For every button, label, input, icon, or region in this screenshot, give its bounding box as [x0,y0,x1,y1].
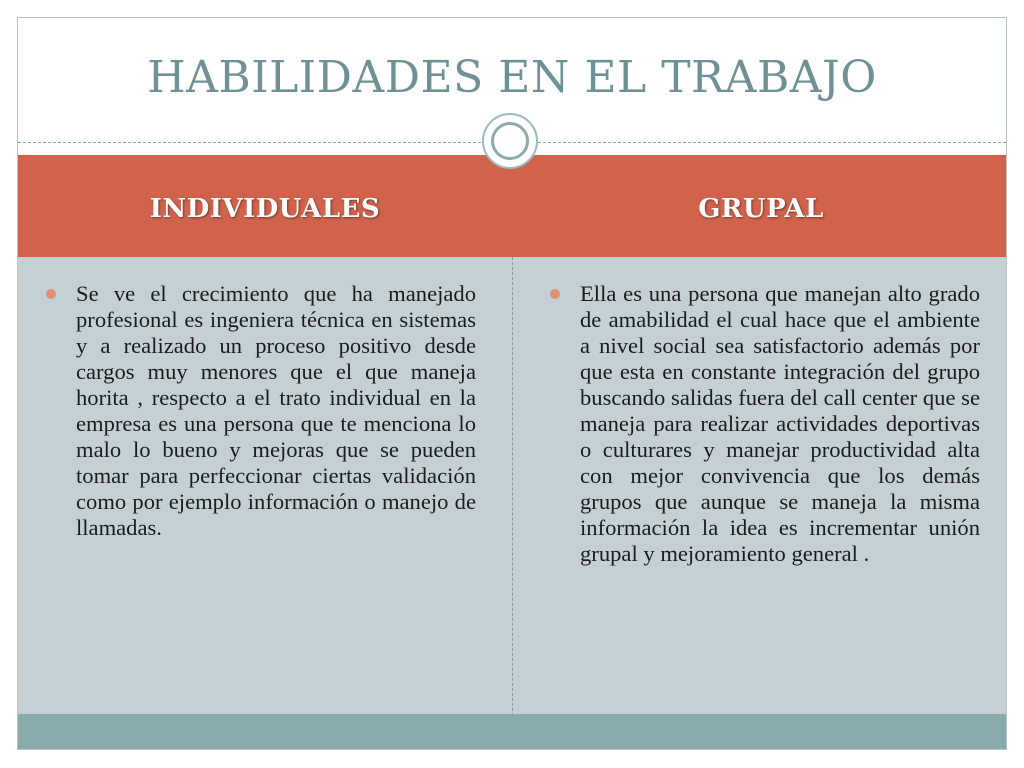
bullet-dot-icon [550,289,560,299]
column-header-grupal: GRUPAL [698,194,824,224]
slide [17,17,1007,750]
column-header-individuales: INDIVIDUALES [149,194,381,224]
column-grupal [546,281,980,567]
column-individuales [42,281,476,541]
table-body-row [18,257,1006,716]
bullet-text: Se ve el crecimiento que ha manejado profesional es ingeniera técnica en sistemas y a realizado un proceso positivo desde cargos muy menores que el que maneja horita , respecto a el trato individual en la empresa es una persona que te menciona lo malo lo bueno y mejoras que se pueden tomar para perfeccionar ciertas validación como por ejemplo información o manejo de llamadas. [76,281,476,540]
bullet-text: Ella es una persona que manejan alto grado de amabilidad el cual hace que el ambiente a nivel social sea satisfactorio además por que esta en constante integración del grupo buscando salidas fuera del call center que se maneja para realizar actividades deportivas o culturares y manejar productividad alta con mejor convivencia que los demás grupos que aunque se maneja la misma información la idea es incrementar unión grupal y mejoramiento general . [580,281,980,566]
footer-band [18,714,1006,749]
ring-ornament-icon [482,113,538,169]
column-divider [512,257,513,716]
list-item [546,281,980,567]
list-item [42,281,476,541]
table-header-row [18,155,1006,257]
bullet-dot-icon [46,289,56,299]
slide-title: HABILIDADES EN EL TRABAJO [147,52,877,103]
